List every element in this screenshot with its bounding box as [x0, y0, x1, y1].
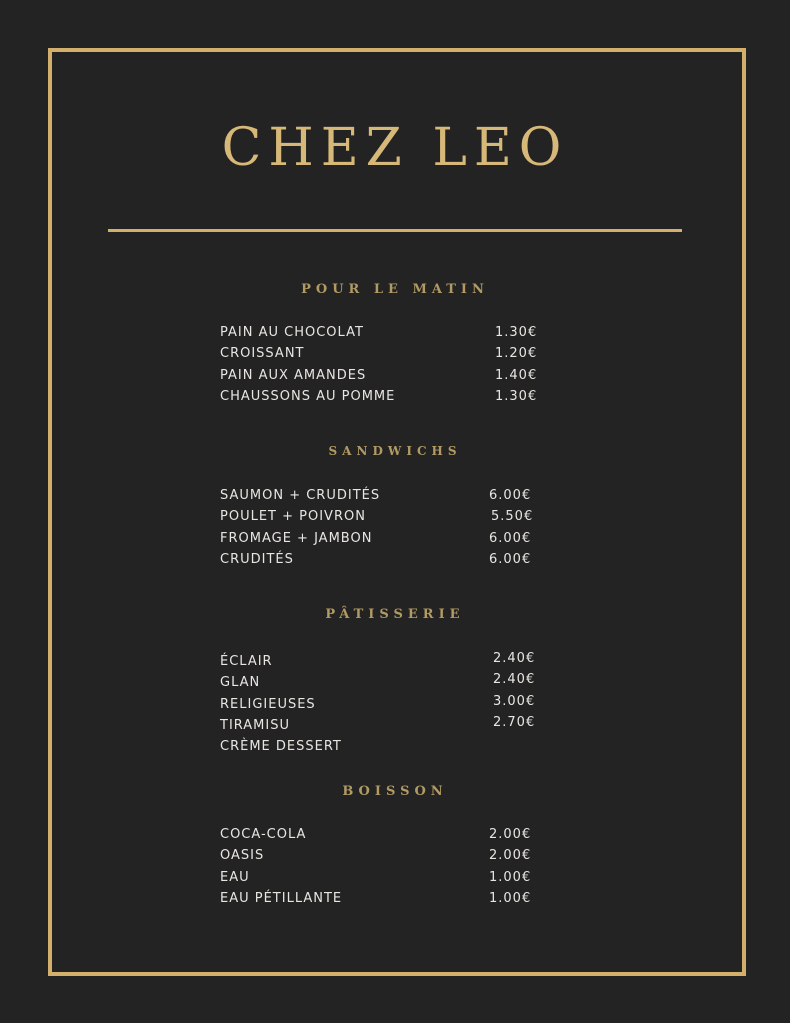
menu-item-price: 2.40€: [493, 672, 536, 688]
patisserie-price-column: [493, 648, 553, 733]
menu-item: [220, 694, 540, 715]
menu-item-name: EAU PÉTILLANTE: [220, 890, 343, 906]
menu-item: [220, 528, 540, 549]
menu-item-price: 2.00€: [489, 848, 532, 864]
menu-item-name: ÉCLAIR: [220, 654, 273, 669]
menu-item-name: GLAN: [220, 675, 261, 691]
menu-item: [220, 672, 540, 693]
menu-item-price: 1.00€: [489, 869, 532, 885]
menu-item: [220, 485, 540, 506]
menu-item-price: 2.40€: [493, 651, 536, 666]
menu-item: [220, 715, 540, 736]
section-items-pour-le-matin: [220, 322, 540, 407]
menu-item: [220, 386, 540, 407]
menu-item: [220, 845, 540, 866]
title-divider: [108, 229, 682, 232]
menu-item-name: CRÈME DESSERT: [220, 739, 342, 755]
menu-item-name: SAUMON + CRUDITÉS: [220, 488, 381, 503]
restaurant-title: CHEZ LEO: [221, 118, 569, 178]
section-title-pour-le-matin: POUR LE MATIN: [301, 282, 489, 297]
menu-item-price: 2.00€: [489, 827, 532, 842]
menu-item-name: COCA-COLA: [220, 827, 307, 842]
menu-item: [220, 343, 540, 364]
menu-item-price: 5.50€: [491, 509, 534, 525]
menu-item-price: 1.00€: [489, 890, 532, 906]
menu-item-name: EAU: [220, 869, 250, 885]
menu-item-price: 6.00€: [489, 551, 532, 567]
menu-item: [220, 824, 540, 845]
menu-item-price: 6.00€: [489, 530, 532, 546]
menu-item-price: 2.70€: [493, 714, 536, 730]
menu-item: [220, 651, 540, 672]
menu-item-name: CHAUSSONS AU POMME: [220, 388, 396, 404]
menu-item-name: PAIN AUX AMANDES: [220, 367, 367, 383]
menu-item: [220, 506, 540, 527]
menu-item-name: RELIGIEUSES: [220, 696, 316, 712]
menu-item-name: CROISSANT: [220, 346, 305, 362]
menu-item: [220, 867, 540, 888]
section-items-sandwichs: [220, 485, 540, 570]
menu-item-name: FROMAGE + JAMBON: [220, 530, 373, 546]
menu-item-price: 1.30€: [495, 388, 538, 404]
menu-item: [220, 549, 540, 570]
section-title-sandwichs: SANDWICHS: [328, 444, 462, 458]
menu-item-price: 1.20€: [495, 346, 538, 362]
menu-item-price: 6.00€: [489, 488, 532, 503]
menu-item-name: CRUDITÉS: [220, 551, 294, 567]
menu-item-name: TIRAMISU: [220, 717, 290, 733]
section-title-patisserie: PÂTISSERIE: [325, 607, 465, 622]
menu-item-name: PAIN AU CHOCOLAT: [220, 325, 364, 340]
section-title-boisson: BOISSON: [342, 784, 448, 799]
menu-item-price: 1.30€: [495, 325, 538, 340]
menu-item-name: POULET + POIVRON: [220, 509, 366, 525]
menu-item-name: OASIS: [220, 848, 265, 864]
menu-item: [220, 888, 540, 909]
menu-item: [220, 736, 540, 757]
menu-item: [220, 322, 540, 343]
section-items-boisson: [220, 824, 540, 909]
menu-item-price: 1.40€: [495, 367, 538, 383]
section-items-patisserie: [220, 651, 540, 757]
menu-item: [220, 365, 540, 386]
menu-item-price: 3.00€: [493, 693, 536, 709]
